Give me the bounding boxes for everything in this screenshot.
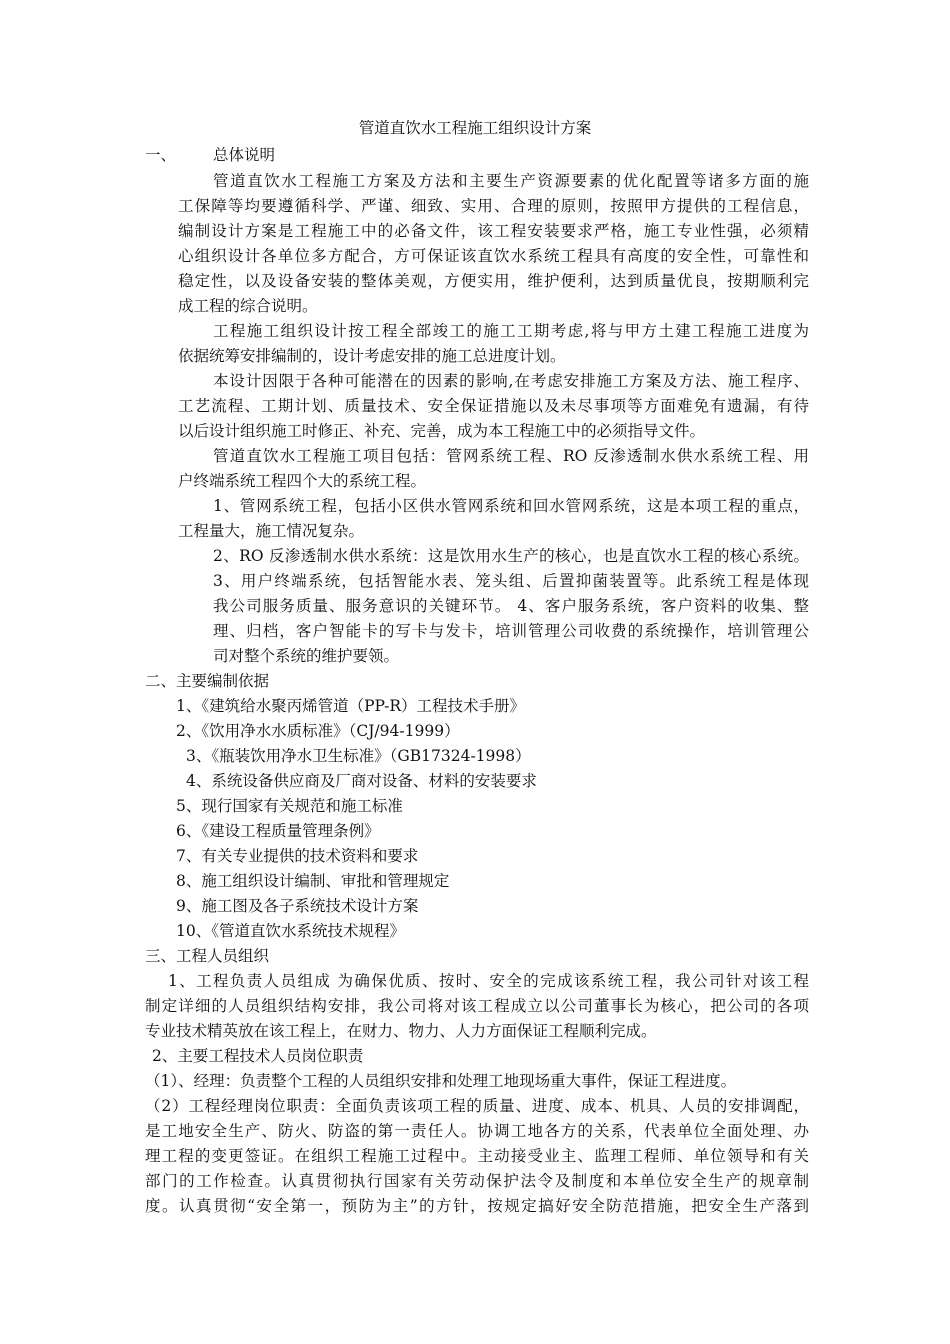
reference-item: 3、《瓶装饮用净水卫生标准》（GB17324-1998）	[186, 747, 531, 765]
reference-item: 1、《建筑给水聚丙烯管道（PP-R）工程技术手册》	[176, 697, 526, 715]
paragraph-line: 部门的工作检查。认真贯彻执行国家有关劳动保护法令及制度和本单位安全生产的规章制	[145, 1172, 809, 1190]
paragraph-line: （1）、经理：负责整个工程的人员组织安排和处理工地现场重大事件，保证工程进度。	[145, 1072, 737, 1090]
list-item-line: 3、用户终端系统，包括智能水表、笼头组、后置抑菌装置等。此系统工程是体现	[213, 572, 809, 590]
list-item-line: 司对整个系统的维护要领。	[213, 647, 400, 665]
paragraph-line: 理工程的变更签证。在组织工程施工过程中。主动接受业主、监理工程师、单位领导和有关	[145, 1147, 809, 1165]
reference-item: 9、施工图及各子系统技术设计方案	[176, 897, 419, 915]
paragraph-line: 心组织设计各单位多方配合，方可保证该直饮水系统工程具有高度的安全性，可靠性和	[178, 247, 809, 265]
reference-item: 2、《饮用净水水质标准》（CJ/94-1999）	[176, 722, 460, 740]
reference-item: 4、系统设备供应商及厂商对设备、材料的安装要求	[186, 772, 537, 790]
paragraph-line: 工艺流程、工期计划、质量技术、安全保证措施以及未尽事项等方面难免有遗漏，有待	[178, 397, 809, 415]
reference-item: 5、现行国家有关规范和施工标准	[176, 797, 403, 815]
paragraph-line: 户终端系统工程四个大的系统工程。	[178, 472, 427, 490]
paragraph-line: 工程施工组织设计按工程全部竣工的施工工期考虑,将与甲方土建工程施工进度为	[213, 322, 809, 340]
reference-item: 7、有关专业提供的技术资料和要求	[176, 847, 419, 865]
paragraph-line: 成工程的综合说明。	[178, 297, 318, 315]
list-item-line: 1、管网系统工程，包括小区供水管网系统和回水管网系统，这是本项工程的重点，	[213, 497, 809, 515]
list-item-line: 我公司服务质量、服务意识的关键环节。 4、客户服务系统，客户资料的收集、整	[213, 597, 809, 615]
reference-item: 6、《建设工程质量管理条例》	[176, 822, 380, 840]
paragraph-line: 依据统筹安排编制的，设计考虑安排的施工总进度计划。	[178, 347, 566, 365]
paragraph-line: 工保障等均要遵循科学、严谨、细致、实用、合理的原则，按照甲方提供的工程信息，	[178, 197, 809, 215]
paragraph-line: 编制设计方案是工程施工中的必备文件，该工程安装要求严格，施工专业性强，必须精	[178, 222, 809, 240]
paragraph-line: 本设计因限于各种可能潜在的因素的影响,在考虑安排施工方案及方法、施工程序、	[213, 372, 809, 390]
paragraph-line: 管道直饮水工程施工项目包括：管网系统工程、RO 反渗透制水供水系统工程、用	[213, 447, 809, 465]
paragraph-line: 制定详细的人员组织结构安排，我公司将对该工程成立以公司董事长为核心，把公司的各项	[145, 997, 809, 1015]
paragraph-line: 专业技术精英放在该工程上，在财力、物力、人力方面保证工程顺利完成。	[145, 1022, 657, 1040]
subsection-heading: 2、主要工程技术人员岗位职责	[152, 1047, 364, 1065]
list-item-line: 理、归档，客户智能卡的写卡与发卡，培训管理公司收费的系统操作，培训管理公	[213, 622, 809, 640]
reference-item: 10、《管道直饮水系统技术规程》	[176, 922, 405, 940]
paragraph-line: 度。认真贯彻“安全第一，预防为主”的方针，按规定搞好安全防范措施，把安全生产落到	[145, 1197, 809, 1215]
section-heading: 总体说明	[213, 146, 276, 164]
list-item-line: 2、RO 反渗透制水供水系统：这是饮用水生产的核心，也是直饮水工程的核心系统。	[213, 547, 809, 565]
list-item-line: 工程量大，施工情况复杂。	[178, 522, 365, 540]
paragraph-line: 管道直饮水工程施工方案及方法和主要生产资源要素的优化配置等诸多方面的施	[213, 172, 809, 190]
paragraph-line: 以后设计组织施工时修正、补充、完善，成为本工程施工中的必须指导文件。	[178, 422, 706, 440]
paragraph-line: 是工地安全生产、防火、防盗的第一责任人。协调工地各方的关系，代表单位全面处理、办	[145, 1122, 809, 1140]
section-heading: 三、工程人员组织	[145, 947, 270, 965]
reference-item: 8、施工组织设计编制、审批和管理规定	[176, 872, 450, 890]
paragraph-line: 稳定性，以及设备安装的整体美观，方便实用，维护便利，达到质量优良，按期顺利完	[178, 272, 809, 290]
section-heading: 二、主要编制依据	[145, 672, 270, 690]
paragraph-line: （2）工程经理岗位职责：全面负责该项工程的质量、进度、成本、机具、人员的安排调配，	[145, 1097, 809, 1115]
section-number: 一、	[145, 146, 177, 164]
paragraph-line: 1、工程负责人员组成 为确保优质、按时、安全的完成该系统工程，我公司针对该工程	[168, 972, 809, 990]
document-title: 管道直饮水工程施工组织设计方案	[358, 119, 592, 137]
